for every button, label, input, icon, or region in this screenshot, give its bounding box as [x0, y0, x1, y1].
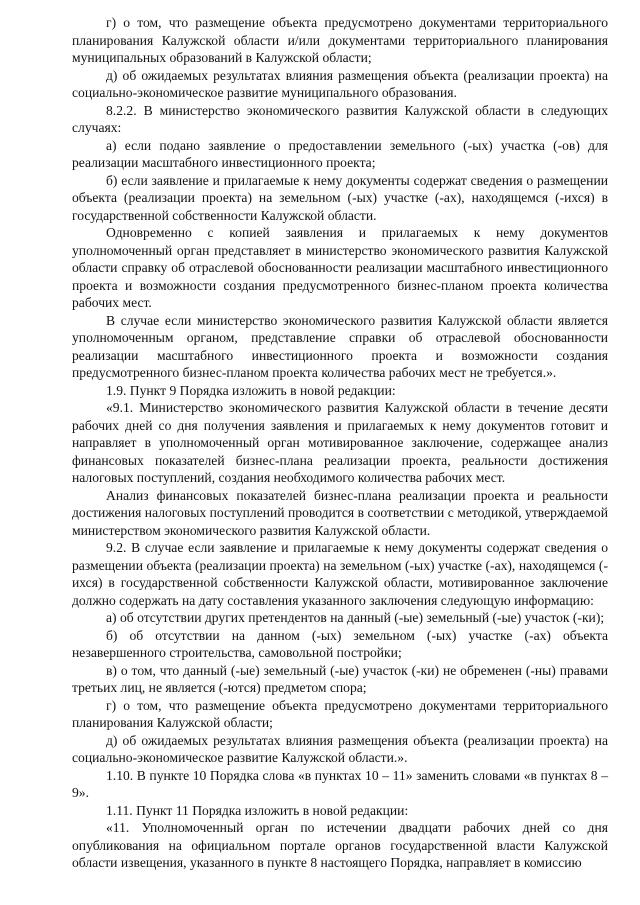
paragraph-1-11: 1.11. Пункт 11 Порядка изложить в новой редакции:	[106, 802, 409, 818]
paragraph-8-2-2-a: а) если подано заявление о предоставлении земельного (-ых) участка (-ов) для реализации масштабного инвестиционного проекта;	[72, 137, 608, 170]
paragraph-g-territorial-planning: г) о том, что размещение объекта предусмотрено документами территориального планирования Калужской области и/или документами территориального планирования муниципальных образований в Калужской области;	[72, 15, 608, 65]
paragraph-11: «11. Уполномоченный орган по истечении двадцати рабочих дней со дня опубликования на официальном портале органов государственной власти Калужской области извещения, указанного в пункте 8 настоящего Порядка, направляет в комиссию	[72, 820, 608, 870]
paragraph-9-2-a: а) об отсутствии других претендентов на данный (-ые) земельный (-ые) участок (-ки);	[106, 610, 605, 625]
paragraph-copy-of-application: Одновременно с копией заявления и прилагаемых к нему документов уполномоченный орган представляет в министерство экономического развития Калужской области справку об отраслевой обоснованности реализации масштабного инвестиционного проекта и возможности создания предусмотренного бизнес-планом проекта количества рабочих мест.	[72, 225, 608, 310]
paragraph-9-2-b: б) об отсутствии на данном (-ых) земельном (-ых) участке (-ах) объекта незавершенного строительства, самовольной постройки;	[72, 627, 608, 660]
paragraph-9-2-v: в) о том, что данный (-ые) земельный (-ые) участок (-ки) не обременен (-ны) правами третьих лиц, не является (-ются) предметом спора;	[72, 662, 608, 695]
paragraph-financial-analysis: Анализ финансовых показателей бизнес-плана реализации проекта и реальности достижения налоговых поступлений проводится в соответствии с методикой, утверждаемой министерством экономического развития Калужской области.	[72, 487, 608, 538]
paragraph-9-2: 9.2. В случае если заявление и прилагаемые к нему документы содержат сведения о размещении объекта (реализации проекта) на земельном (-ых) участке (-ах), находящемся (-ихся) в государственной собственности Калужской области, мотивированное заключение должно содержать на дату составления указанного заключения следующую информацию:	[72, 540, 608, 608]
paragraph-9-2-d: д) об ожидаемых результатах влияния размещения объекта (реализации проекта) на социально-экономическое развитие Калужской области.».	[72, 732, 608, 765]
paragraph-8-2-2: 8.2.2. В министерство экономического развития Калужской области в следующих случаях:	[72, 102, 608, 135]
paragraph-9-2-g: г) о том, что размещение объекта предусмотрено документами территориального планирования Калужской области;	[72, 697, 608, 730]
paragraph-8-2-2-b: б) если заявление и прилагаемые к нему документы содержат сведения о размещении объекта (реализации проекта) на земельном (-ых) участке (-ах), находящемся (-ихся) в государственной собственности Калужской области.	[72, 172, 608, 223]
paragraph-ministry-authorized: В случае если министерство экономического развития Калужской области является уполномоченным органом, представление справки об отраслевой обоснованности реализации масштабного инвестиционного проекта и возможности создания предусмотренного бизнес-планом проекта количества рабочих мест не требуется.».	[72, 312, 608, 380]
paragraph-d-municipal-impact: д) об ожидаемых результатах влияния размещения объекта (реализации проекта) на социально-экономическое развитие муниципального образования.	[72, 67, 608, 100]
paragraph-9-1: «9.1. Министерство экономического развития Калужской области в течение десяти рабочих дней со дня получения заявления и прилагаемых к нему документов готовит и направляет в уполномоченный орган мотивированное заключение, содержащее анализ финансовых показателей бизнес-плана реализации проекта, реальности достижения налоговых поступлений, создания необходимого количества рабочих мест.	[72, 400, 608, 485]
paragraph-1-10: 1.10. В пункте 10 Порядка слова «в пунктах 10 – 11» заменить словами «в пунктах 8 – 9».	[72, 767, 608, 800]
paragraph-1-9: 1.9. Пункт 9 Порядка изложить в новой редакции:	[106, 382, 396, 398]
